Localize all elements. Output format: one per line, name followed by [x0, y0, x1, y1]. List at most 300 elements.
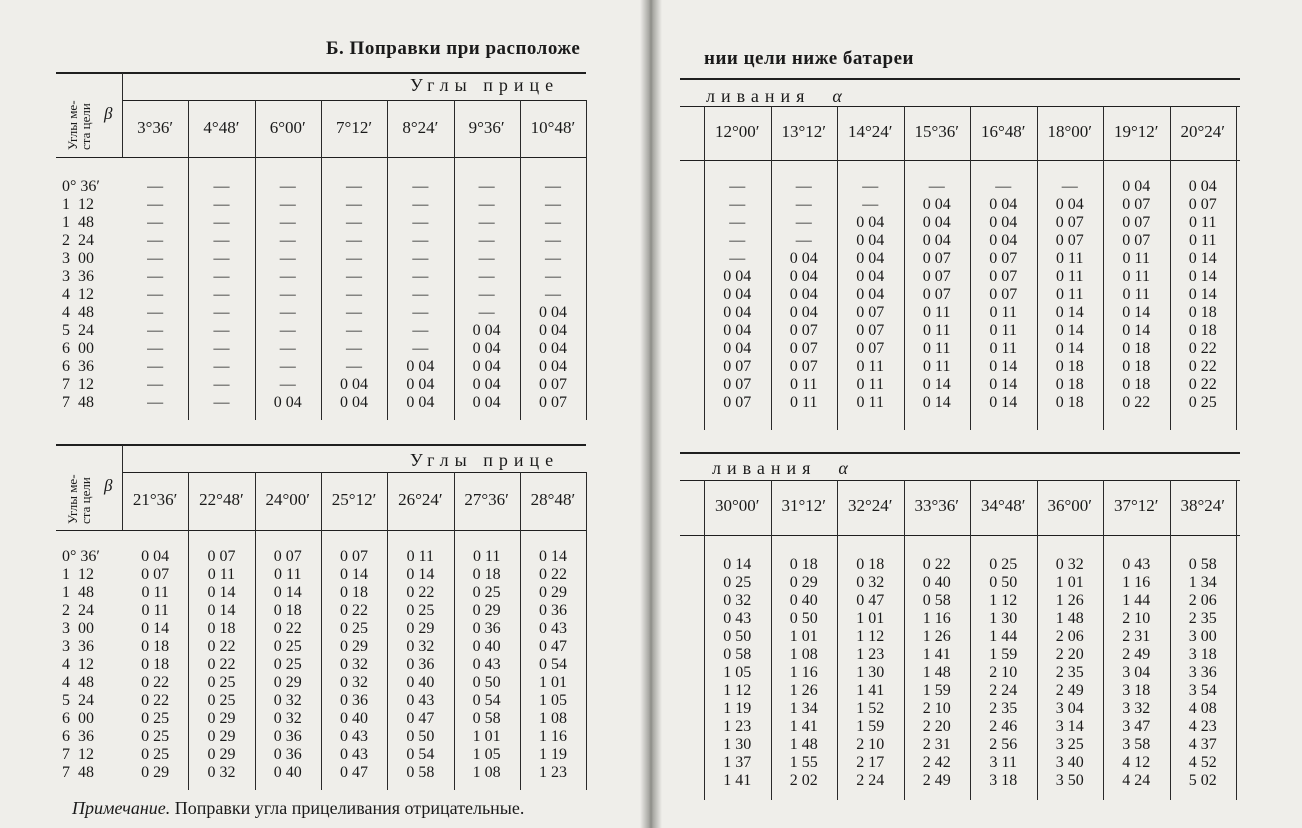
table3-cell: 0 18 — [472, 566, 501, 583]
table4-cell: 2 10 — [989, 664, 1018, 681]
t2-header-rule — [680, 106, 1240, 107]
table3-cell: 0 07 — [141, 566, 170, 583]
table4-cell: 2 49 — [1122, 646, 1151, 663]
table4-cell: 3 32 — [1122, 700, 1151, 717]
table3-cell: 0 11 — [207, 566, 236, 583]
table4-cell: 1 30 — [989, 610, 1018, 627]
table1-cell: 0 04 — [538, 358, 567, 375]
table4-cell: 3 25 — [1055, 736, 1084, 753]
table4-cell: 1 05 — [723, 664, 752, 681]
table3-cell: 0 43 — [340, 728, 369, 745]
table3-cell: 0 25 — [472, 584, 501, 601]
table1-cell: 0 04 — [472, 340, 501, 357]
table1-cell: — — [412, 340, 429, 357]
table2-col-header: 14°24′ — [847, 122, 893, 141]
table1-cell: — — [213, 340, 230, 357]
table3-cell: 0 22 — [141, 692, 170, 709]
table3-cell: 0 29 — [472, 602, 501, 619]
book-gutter — [640, 0, 662, 828]
table3-cell: 0 11 — [274, 566, 302, 583]
table3-cell: 0 25 — [141, 728, 170, 745]
table4-cell: 1 59 — [922, 682, 951, 699]
table3-cell: 1 05 — [538, 692, 567, 709]
table3-cell: 0 25 — [207, 674, 236, 691]
table3-cell: 0 07 — [340, 548, 369, 565]
table2-cell: — — [1061, 178, 1078, 195]
table1-cell: — — [346, 232, 363, 249]
table1-cell: — — [412, 286, 429, 303]
table4-cell: 2 35 — [1055, 664, 1084, 681]
t2-header: ливания α — [706, 86, 842, 106]
table4-cell: 1 52 — [856, 700, 885, 717]
table4-cell: 2 10 — [856, 736, 885, 753]
table4-cell: 2 49 — [1055, 682, 1084, 699]
table2-cell: 0 14 — [1188, 268, 1217, 285]
table4-col-header: 32°24′ — [847, 496, 893, 515]
table1-cell: — — [213, 304, 230, 321]
t1-row-header: Углы ме- ста цели — [65, 100, 93, 150]
table2-cell: 0 07 — [789, 358, 818, 375]
table2-cell: 0 14 — [1122, 322, 1151, 339]
table2-cell: 0 07 — [1122, 232, 1151, 249]
table4-cell: 2 35 — [989, 700, 1018, 717]
table1-cell: — — [147, 196, 164, 213]
table2-cell: — — [729, 214, 746, 231]
table2-cell: 0 07 — [989, 268, 1018, 285]
table3-cell: 1 08 — [472, 764, 501, 781]
table1-cell: — — [147, 304, 164, 321]
table1-row-label: 6 36 — [62, 358, 94, 375]
table4-cell: 2 49 — [922, 772, 951, 789]
table4-cell: 1 44 — [989, 628, 1018, 645]
table3-cell: 0 36 — [273, 728, 302, 745]
table2-cell: 0 11 — [790, 376, 818, 393]
table1-row-label: 5 24 — [62, 322, 94, 339]
table3-cell: 0 43 — [340, 746, 369, 763]
table3-cell: 0 04 — [141, 548, 170, 565]
table4-cell: 1 41 — [789, 718, 818, 735]
table2-col-header: 18°00′ — [1047, 122, 1093, 141]
table3-cell: 1 01 — [472, 728, 501, 745]
t2-body-rule — [680, 160, 1240, 161]
table1-cell: — — [147, 358, 164, 375]
table2-cell: 0 11 — [923, 322, 951, 339]
table2-cell: 0 04 — [989, 232, 1018, 249]
table4-cell: 3 11 — [989, 754, 1017, 771]
table1-cell: — — [213, 178, 230, 195]
table3-cell: 0 32 — [340, 656, 369, 673]
table1-cell: — — [279, 376, 296, 393]
table2-cell: 0 11 — [989, 304, 1017, 321]
table1-cell: — — [213, 196, 230, 213]
table2-cell: — — [862, 178, 879, 195]
table1-cell: — — [279, 268, 296, 285]
table3-cell: 0 22 — [538, 566, 567, 583]
table1-cell: — — [412, 232, 429, 249]
table1-col-header: 4°48′ — [203, 118, 240, 137]
table1-cell: — — [279, 196, 296, 213]
table1-cell: — — [412, 304, 429, 321]
table4-cell: 2 02 — [789, 772, 818, 789]
table4-cell: 1 34 — [1188, 574, 1217, 591]
table2-cell: 0 04 — [1055, 196, 1084, 213]
table4-cell: 1 19 — [723, 700, 752, 717]
t1-header-rule — [122, 100, 586, 101]
table1-col-divider — [586, 100, 587, 420]
table3-row-label: 5 24 — [62, 692, 94, 709]
table3-cell: 0 29 — [340, 638, 369, 655]
table2-col-header: 13°12′ — [781, 122, 827, 141]
table2-cell: 0 04 — [789, 250, 818, 267]
table1-row-label: 3 00 — [62, 250, 94, 267]
table2-cell: 0 22 — [1188, 340, 1217, 357]
table1-col-header: 7°12′ — [336, 118, 373, 137]
table2-cell: 0 04 — [723, 304, 752, 321]
table2-cell: 0 07 — [856, 304, 885, 321]
right-page-title: нии цели ниже батареи — [704, 48, 914, 69]
table1-cell: 0 04 — [472, 394, 501, 411]
table4-cell: 0 58 — [723, 646, 752, 663]
table4-cell: 3 18 — [1122, 682, 1151, 699]
table1-col-header: 8°24′ — [402, 118, 439, 137]
table2-cell: 0 11 — [923, 304, 951, 321]
table4-cell: 1 16 — [789, 664, 818, 681]
table2-cell: 0 11 — [856, 394, 884, 411]
table2-cell: 0 18 — [1122, 358, 1151, 375]
table3-cell: 1 05 — [472, 746, 501, 763]
table3-cell: 0 47 — [340, 764, 369, 781]
table4-cell: 1 44 — [1122, 592, 1151, 609]
table3-cell: 0 29 — [207, 728, 236, 745]
table4-cell: 0 18 — [856, 556, 885, 573]
table4-cell: 3 18 — [1188, 646, 1217, 663]
table2-cell: — — [795, 214, 812, 231]
table3-row-label: 3 36 — [62, 638, 94, 655]
table1-cell: — — [346, 178, 363, 195]
left-page-title: Б. Поправки при расположе — [326, 38, 581, 59]
table1-cell: — — [544, 268, 561, 285]
table2-cell: 0 11 — [1056, 268, 1084, 285]
table4-cell: 2 24 — [856, 772, 885, 789]
t3-row-header: Углы ме- ста цели — [65, 474, 93, 524]
table3-cell: 0 36 — [538, 602, 567, 619]
table3-row-label: 4 48 — [62, 674, 94, 691]
table3-col-header: 24°00′ — [265, 490, 310, 509]
table2-cell: — — [995, 178, 1012, 195]
table3-cell: 0 11 — [472, 548, 501, 565]
table4-col-header: 30°00′ — [714, 496, 760, 515]
table3-cell: 0 43 — [538, 620, 567, 637]
table2-cell: 0 22 — [1188, 376, 1217, 393]
table2-cell: 0 18 — [1122, 376, 1151, 393]
table4-cell: 1 34 — [789, 700, 818, 717]
table4-cell: 0 18 — [789, 556, 818, 573]
table3-cell: 0 54 — [472, 692, 501, 709]
table3-cell: 0 58 — [472, 710, 501, 727]
table2-cell: 0 14 — [1188, 250, 1217, 267]
table2-cell: 0 11 — [923, 340, 951, 357]
table1-cell: — — [279, 304, 296, 321]
table3-cell: 0 18 — [141, 656, 170, 673]
table4-cell: 3 14 — [1055, 718, 1084, 735]
table2-cell: 0 04 — [922, 232, 951, 249]
table1-cell: — — [147, 232, 164, 249]
table2-cell: 0 14 — [989, 394, 1018, 411]
table1-cell: — — [412, 322, 429, 339]
table2-cell: 0 04 — [723, 286, 752, 303]
table4-col-divider — [1236, 480, 1237, 800]
table1-cell: — — [213, 322, 230, 339]
table3-cell: 0 32 — [406, 638, 435, 655]
table1-cell: — — [279, 250, 296, 267]
table2-cell: 0 11 — [1056, 286, 1084, 303]
table4-cell: 4 12 — [1122, 754, 1151, 771]
table4-cell: 2 46 — [989, 718, 1018, 735]
table2-cell: — — [862, 196, 879, 213]
table3-cell: 0 18 — [207, 620, 236, 637]
table3-row-label: 2 24 — [62, 602, 94, 619]
table3-cell: 1 08 — [538, 710, 567, 727]
table4-cell: 3 36 — [1188, 664, 1217, 681]
table4-cell: 2 06 — [1188, 592, 1217, 609]
table2-cell: 0 04 — [856, 214, 885, 231]
table3-cell: 0 11 — [141, 584, 169, 601]
table4-cell: 0 40 — [922, 574, 951, 591]
table1-cell: 0 04 — [340, 394, 369, 411]
table4-cell: 4 24 — [1122, 772, 1151, 789]
table1-cell: — — [213, 394, 230, 411]
table3-cell: 0 18 — [141, 638, 170, 655]
table1-cell: — — [544, 196, 561, 213]
table1-cell: — — [412, 214, 429, 231]
table1-cell: 0 04 — [472, 322, 501, 339]
table3-cell: 0 14 — [340, 566, 369, 583]
table2-cell: 0 25 — [1188, 394, 1217, 411]
table1-cell: 0 04 — [538, 322, 567, 339]
table4-cell: 2 42 — [922, 754, 951, 771]
table1-cell: — — [213, 232, 230, 249]
table4-cell: 1 48 — [789, 736, 818, 753]
table1-cell: — — [213, 286, 230, 303]
table3-col-divider — [586, 472, 587, 790]
table1-cell: 0 04 — [406, 376, 435, 393]
table1-cell: — — [478, 286, 495, 303]
table3-cell: 0 25 — [273, 638, 302, 655]
table4-cell: 2 17 — [856, 754, 885, 771]
table2-cell: 0 07 — [789, 322, 818, 339]
table3-cell: 0 40 — [273, 764, 302, 781]
table3-cell: 0 47 — [538, 638, 567, 655]
table1-cell: — — [346, 358, 363, 375]
table1-row-label: 7 48 — [62, 394, 94, 411]
table2-cell: 0 04 — [1188, 178, 1217, 195]
t4-header: ливания α — [712, 458, 848, 478]
table2-cell: 0 07 — [789, 340, 818, 357]
table1-cell: — — [544, 250, 561, 267]
table3-cell: 0 14 — [207, 584, 236, 601]
table1-row-label: 6 00 — [62, 340, 94, 357]
table4-cell: 3 50 — [1055, 772, 1084, 789]
table2-cell: — — [729, 250, 746, 267]
table1-cell: 0 04 — [538, 340, 567, 357]
table4-cell: 3 00 — [1188, 628, 1217, 645]
table1-cell: — — [147, 394, 164, 411]
table2-cell: 0 11 — [856, 358, 884, 375]
t4-top-rule — [680, 452, 1240, 454]
table2-cell: 0 04 — [856, 232, 885, 249]
table4-cell: 0 58 — [922, 592, 951, 609]
table1-cell: — — [544, 232, 561, 249]
table3-row-label: 4 12 — [62, 656, 94, 673]
table4-cell: 2 06 — [1055, 628, 1084, 645]
table2-cell: 0 11 — [989, 340, 1017, 357]
table3-cell: 0 22 — [141, 674, 170, 691]
table2-cell: 0 11 — [790, 394, 818, 411]
table2-cell: 0 04 — [723, 340, 752, 357]
table4-cell: 1 59 — [989, 646, 1018, 663]
table1-cell: — — [412, 178, 429, 195]
table1-cell: 0 04 — [538, 304, 567, 321]
table3-cell: 0 25 — [273, 656, 302, 673]
table1-row-label: 4 48 — [62, 304, 94, 321]
table1-row-label: 0° 36′ — [62, 178, 100, 195]
table2-cell: 0 04 — [723, 322, 752, 339]
table4-cell: 1 59 — [856, 718, 885, 735]
table1-cell: — — [544, 214, 561, 231]
table1-col-header: 9°36′ — [468, 118, 505, 137]
table1-cell: — — [279, 232, 296, 249]
table4-cell: 1 41 — [856, 682, 885, 699]
table1-cell: — — [478, 232, 495, 249]
table1-cell: — — [478, 268, 495, 285]
table2-cell: 0 07 — [1055, 232, 1084, 249]
table4-cell: 0 25 — [989, 556, 1018, 573]
table3-row-label: 7 48 — [62, 764, 94, 781]
table3-col-header: 22°48′ — [199, 490, 244, 509]
table3-col-header: 28°48′ — [530, 490, 576, 509]
t3-rowhead-divider — [122, 445, 123, 530]
table4-cell: 1 26 — [789, 682, 818, 699]
table3-cell: 0 25 — [207, 692, 236, 709]
table3-cell: 0 29 — [207, 710, 236, 727]
table2-col-header: 19°12′ — [1113, 122, 1159, 141]
table3-cell: 0 40 — [406, 674, 435, 691]
table2-col-header: 15°36′ — [914, 122, 960, 141]
table3-cell: 0 36 — [472, 620, 501, 637]
table1-cell: — — [346, 322, 363, 339]
table3-cell: 0 32 — [273, 692, 302, 709]
table4-cell: 2 35 — [1188, 610, 1217, 627]
table1-cell: — — [213, 250, 230, 267]
table4-cell: 0 22 — [922, 556, 951, 573]
table1-cell: — — [147, 250, 164, 267]
table2-cell: 0 18 — [1188, 322, 1217, 339]
table2-cell: 0 11 — [1122, 286, 1150, 303]
table3-row-label: 7 12 — [62, 746, 94, 763]
table2-cell: 0 18 — [1055, 376, 1084, 393]
table2-cell: 0 07 — [989, 286, 1018, 303]
table2-cell: 0 07 — [1188, 196, 1217, 213]
table1-cell: — — [147, 178, 164, 195]
table1-cell: — — [544, 178, 561, 195]
table4-cell: 4 23 — [1188, 718, 1217, 735]
table4-cell: 1 41 — [723, 772, 752, 789]
table2-cell: 0 07 — [723, 394, 752, 411]
table2-cell: 0 11 — [1122, 268, 1150, 285]
table4-col-header: 33°36′ — [914, 496, 960, 515]
table4-cell: 0 29 — [789, 574, 818, 591]
table2-cell: — — [729, 178, 746, 195]
table3-cell: 0 25 — [141, 746, 170, 763]
table2-cell: 0 11 — [1122, 250, 1150, 267]
table4-cell: 1 23 — [856, 646, 885, 663]
table4-cell: 2 56 — [989, 736, 1018, 753]
table3-cell: 0 40 — [340, 710, 369, 727]
table2-cell: 0 14 — [922, 376, 951, 393]
table1-cell: 0 04 — [472, 358, 501, 375]
table2-cell: 0 07 — [922, 250, 951, 267]
table4-cell: 1 16 — [1122, 574, 1151, 591]
table2-col-divider — [1236, 106, 1237, 430]
table4-cell: 0 43 — [723, 610, 752, 627]
table3-cell: 0 29 — [141, 764, 170, 781]
table3-col-header: 21°36′ — [132, 490, 178, 509]
table4-cell: 1 41 — [922, 646, 951, 663]
table1-cell: — — [213, 376, 230, 393]
table1-row-label: 7 12 — [62, 376, 94, 393]
table1-cell: — — [346, 286, 363, 303]
table2-cell: 0 18 — [1122, 340, 1151, 357]
table1-col-header: 10°48′ — [530, 118, 576, 137]
table4-cell: 1 30 — [856, 664, 885, 681]
t2-top-rule — [680, 78, 1240, 80]
table2-cell: 0 07 — [922, 268, 951, 285]
table4-cell: 4 52 — [1188, 754, 1217, 771]
table4-col-header: 36°00′ — [1047, 496, 1093, 515]
t4-body-rule — [680, 535, 1240, 536]
table3-col-header: 27°36′ — [464, 490, 509, 509]
table3-cell: 0 58 — [406, 764, 435, 781]
table4-cell: 0 50 — [723, 628, 752, 645]
table3-cell: 0 43 — [472, 656, 501, 673]
table3-cell: 0 32 — [273, 710, 302, 727]
table2-cell: — — [795, 232, 812, 249]
table4-cell: 1 16 — [922, 610, 951, 627]
table1-cell: — — [213, 358, 230, 375]
table3-cell: 0 50 — [472, 674, 501, 691]
table1-cell: — — [412, 268, 429, 285]
table2-cell: 0 07 — [1122, 196, 1151, 213]
table3-cell: 0 40 — [472, 638, 501, 655]
table3-cell: 0 29 — [207, 746, 236, 763]
table4-cell: 1 23 — [723, 718, 752, 735]
table3-cell: 1 23 — [538, 764, 567, 781]
table4-cell: 1 01 — [1055, 574, 1084, 591]
table2-cell: 0 04 — [1122, 178, 1151, 195]
table4-col-header: 37°12′ — [1113, 496, 1159, 515]
table3-cell: 0 22 — [273, 620, 302, 637]
table1-cell: — — [478, 304, 495, 321]
table4-cell: 1 48 — [922, 664, 951, 681]
table3-cell: 0 25 — [340, 620, 369, 637]
table1-cell: — — [213, 214, 230, 231]
table2-cell: 0 18 — [1188, 304, 1217, 321]
table3-row-label: 6 36 — [62, 728, 94, 745]
table4-cell: 0 47 — [856, 592, 885, 609]
table3-cell: 0 36 — [340, 692, 369, 709]
table4-col-header: 31°12′ — [781, 496, 827, 515]
table2-cell: 0 11 — [1189, 214, 1217, 231]
